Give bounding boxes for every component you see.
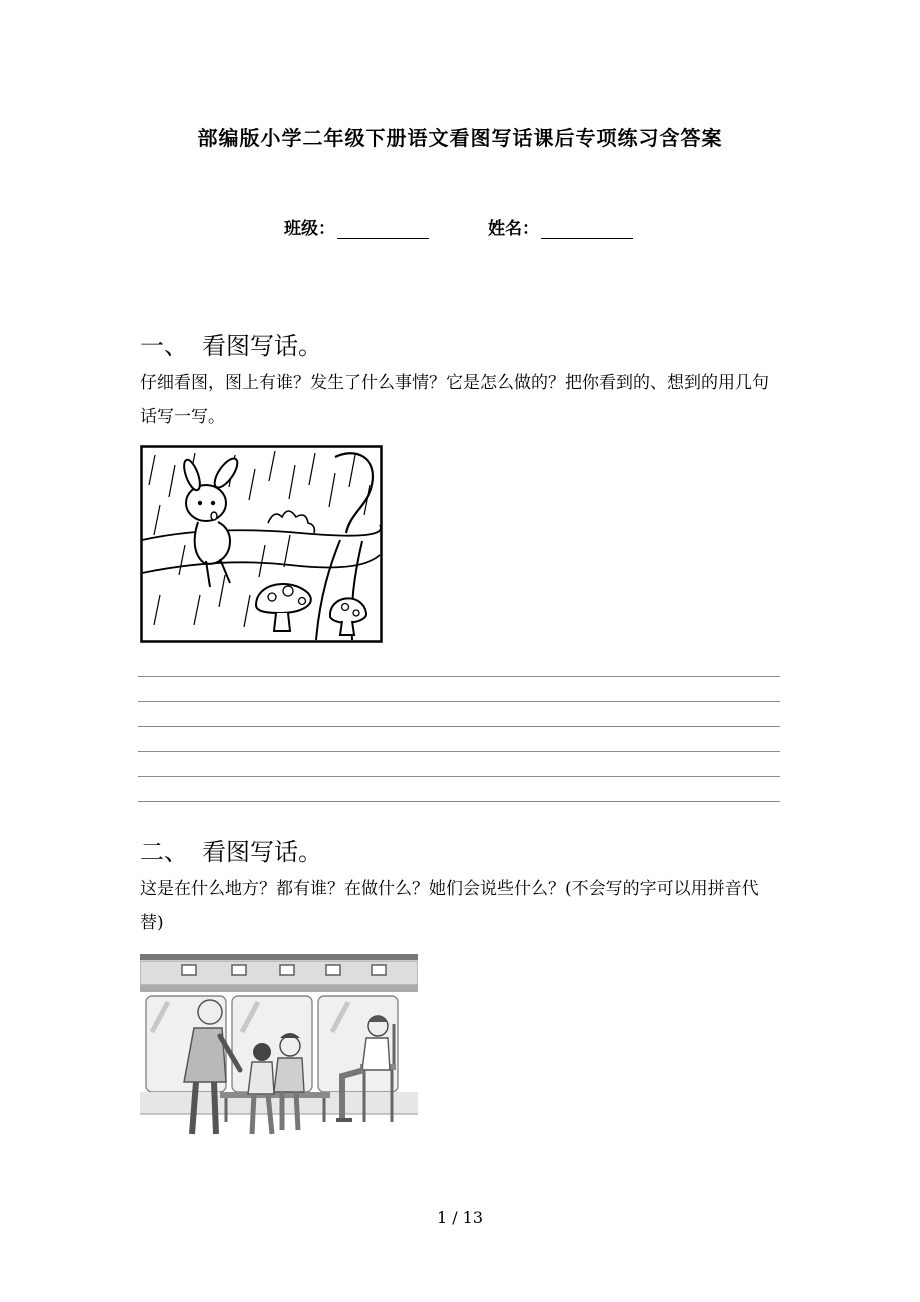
- writing-line[interactable]: [138, 677, 780, 702]
- writing-line[interactable]: [138, 727, 780, 752]
- section-2-title: 看图写话。: [202, 838, 322, 866]
- name-label: 姓名：: [488, 219, 539, 239]
- section-1-number: 一、: [140, 332, 188, 360]
- writing-line[interactable]: [138, 752, 780, 777]
- bus-seat-illustration: [140, 952, 418, 1144]
- rabbit-in-rain-illustration: [140, 445, 384, 643]
- name-field: [488, 214, 633, 239]
- section-2-heading: [140, 832, 322, 867]
- page-number: 1 / 13: [436, 1208, 484, 1227]
- section-1-prompt: 仔细看图，图上有谁？发生了什么事情？它是怎么做的？把你看到的、想到的用几句话写一写。: [140, 373, 769, 427]
- section-2-number: 二、: [140, 838, 188, 866]
- document-title: 部编版小学二年级下册语文看图写话课后专项练习含答案: [197, 126, 723, 150]
- class-field: [284, 214, 429, 239]
- section-2-prompt: 这是在什么地方？都有谁？在做什么？她们会说些什么？(不会写的字可以用拼音代替): [140, 879, 759, 933]
- class-blank[interactable]: [337, 220, 429, 239]
- class-label: 班级：: [284, 219, 335, 239]
- section-1-title: 看图写话。: [202, 332, 322, 360]
- writing-line[interactable]: [138, 702, 780, 727]
- writing-line[interactable]: [138, 777, 780, 802]
- name-blank[interactable]: [541, 220, 633, 239]
- section-1-heading: [140, 326, 322, 361]
- writing-line[interactable]: [138, 652, 780, 677]
- section-1-answer-lines[interactable]: [138, 652, 780, 802]
